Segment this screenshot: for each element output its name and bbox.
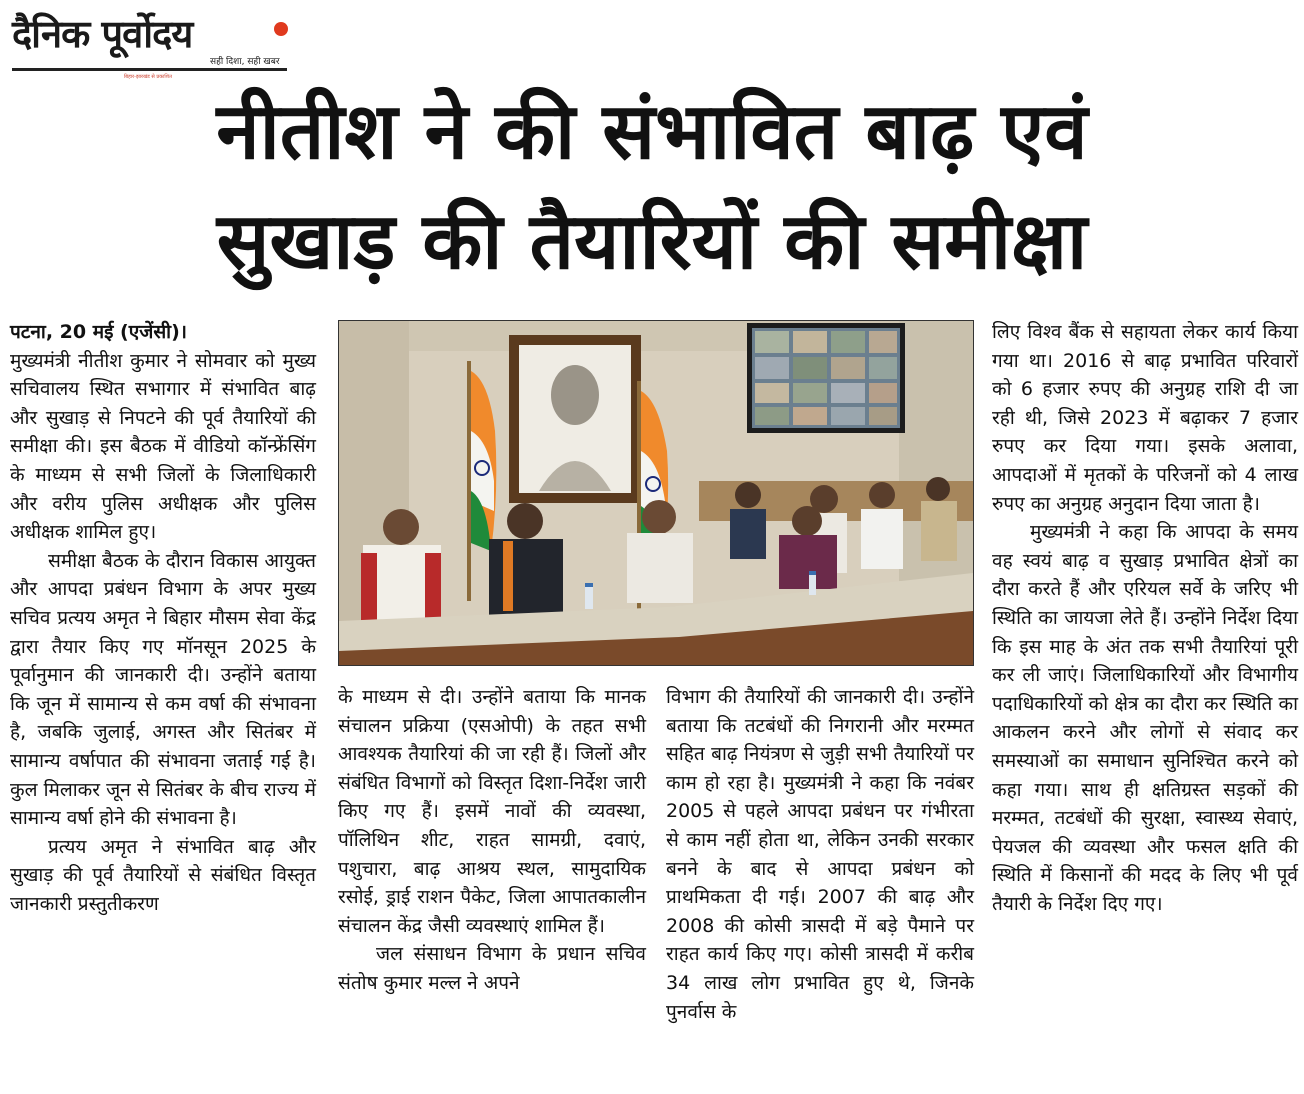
news-photo-meeting [338, 320, 974, 666]
article-column-2 [338, 683, 646, 998]
article-column-1 [10, 318, 316, 918]
article-paragraph: विभाग की तैयारियों की जानकारी दी। उन्होंने बताया कि तटबंधों की निगरानी और मरम्मत सहित बाढ़ नियंत्रण से जुड़ी सभी तैयारियों पर काम हो रहा है। मुख्यमंत्री ने कहा कि नवंबर 2005 से पहले आपदा प्रबंधन पर गंभीरता से काम नहीं होता था, लेकिन उनकी सरकार बनने के बाद से आपदा प्रबंधन को प्राथमिकता दी गई। 2007 की बाढ़ और 2008 की कोसी त्रासदी में बड़े पैमाने पर राहत कार्य किए गए। कोसी त्रासदी में करीब 34 लाख लोग प्रभावित हुए थे, जिनके पुनर्वास के [666, 686, 974, 1023]
dateline: पटना, 20 मई (एजेंसी)। [10, 321, 187, 343]
headline-line-1: नीतीश ने की संभावित बाढ़ एवं [216, 87, 1088, 177]
newspaper-tagline: सही दिशा, सही खबर [210, 57, 280, 67]
paragraph-text: मुख्यमंत्री नीतीश कुमार ने सोमवार को मुख्य सचिवालय स्थित सभागार में संभावित बाढ़ और सुखाड़ से निपटने की पूर्व तैयारियों की समीक्षा की। इस बैठक में वीडियो कॉन्फ्रेंसिंग के माध्यम से सभी जिलों के जिलाधिकारी और वरीय पुलिस अधीक्षक और पुलिस अधीक्षक शामिल हुए। [10, 349, 316, 544]
logo-dot-icon [274, 22, 288, 36]
masthead [12, 10, 287, 80]
article-paragraph: लिए विश्व बैंक से सहायता लेकर कार्य किया गया था। 2016 से बाढ़ प्रभावित परिवारों को 6 हजार रुपए की अनुग्रह राशि दी जा रही थी, जिसे 2023 में बढ़ाकर 7 हजार रुपए कर दिया गया। इसके अलावा, आपदाओं में मृतकों के परिजनों को 4 लाख रुपए का अनुग्रह अनुदान दिया जाता है। [992, 321, 1298, 515]
masthead-subline: बिहार-झारखंड से प्रकाशित [124, 74, 172, 80]
masthead-rule [12, 68, 287, 71]
newspaper-logo: दैनिक पूर्वोदय [12, 12, 193, 56]
article-paragraph: समीक्षा बैठक के दौरान विकास आयुक्त और आपदा प्रबंधन विभाग के अपर मुख्य सचिव प्रत्यय अमृत ने बिहार मौसम सेवा केंद्र द्वारा तैयार किए गए मॉनसून 2025 के पूर्वानुमान की जानकारी दी। उन्होंने बताया कि जून में सामान्य से कम वर्षा की संभावना है, जबकि जुलाई, अगस्त और सितंबर में सामान्य वर्षापात की संभावना जताई गई है। कुल मिलाकर जून से सितंबर के बीच राज्य में सामान्य वर्षा होने की संभावना है। [10, 549, 316, 830]
article-column-4 [992, 318, 1298, 918]
headline-line-2: सुखाड़ की तैयारियों की समीक्षा [216, 197, 1088, 287]
article-paragraph: के माध्यम से दी। उन्होंने बताया कि मानक संचालन प्रक्रिया (एसओपी) के तहत सभी आवश्यक तैयारियां की जा रही हैं। जिलों और संबंधित विभागों को विस्तृत दिशा-निर्देश जारी किए गए हैं। इसमें नावों की व्यवस्था, पॉलिथिन शीट, राहत सामग्री, दवाएं, पशुचारा, बाढ़ आश्रय स्थल, सामुदायिक रसोई, ड्राई राशन पैकेट, जिला आपातकालीन संचालन केंद्र जैसी व्यवस्थाएं शामिल हैं। [338, 686, 646, 937]
article-column-3 [666, 683, 974, 1026]
article-paragraph: प्रत्यय अमृत ने संभावित बाढ़ और सुखाड़ की पूर्व तैयारियों से संबंधित विस्तृत जानकारी प्रस्तुतीकरण [10, 835, 316, 915]
meeting-photo-illustration [339, 321, 973, 665]
article-paragraph: मुख्यमंत्री ने कहा कि आपदा के समय वह स्वयं बाढ़ व सुखाड़ प्रभावित क्षेत्रों का दौरा करते हैं और एरियल सर्वे के जरिए भी स्थिति का जायजा लेते हैं। उन्होंने निर्देश दिया कि इस माह के अंत तक सभी तैयारियां पूरी कर ली जाएं। जिलाधिकारियों और विभागीय पदाधिकारियों को क्षेत्र का दौरा कर स्थिति का आकलन करने और लोगों से संवाद कर समस्याओं का समाधान सुनिश्चित करने को कहा गया। साथ ही क्षतिग्रस्त सड़कों की मरम्मत, तटबंधों की सुरक्षा, स्वास्थ्य सेवाएं, पेयजल की व्यवस्था और फसल क्षति की स्थिति में किसानों की मदद के लिए भी पूर्व तैयारी के निर्देश दिए गए। [992, 521, 1298, 915]
article-paragraph: जल संसाधन विभाग के प्रधान सचिव संतोष कुमार मल्ल ने अपने [338, 943, 646, 994]
article-paragraph [10, 318, 316, 547]
